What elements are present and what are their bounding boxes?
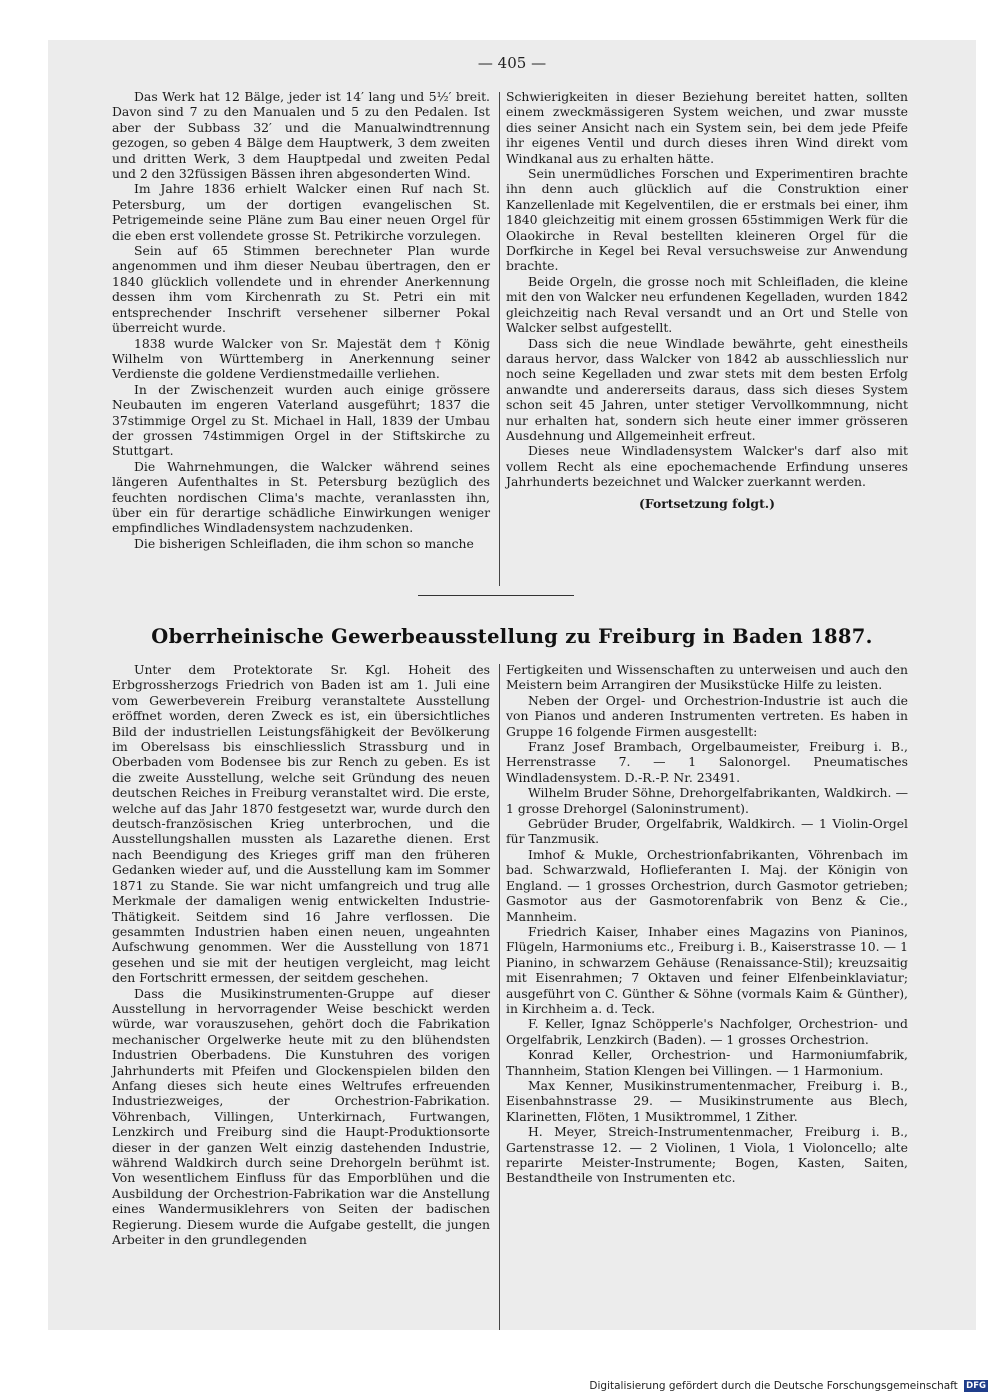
- paragraph: Das Werk hat 12 Bälge, jeder ist 14′ lang und 5½′ breit. Davon sind 7 zu den Manualen und 5 zu den Pedalen. Ist aber der Subbass 32′ und die Manualwindtrennung gezogen, so geben 4 Bälge dem Hauptwerk, 3 dem zweiten und dritten Werk, 3 dem Hauptpedal und zweiten Pedal und 2 den 32füssigen Bässen ihren abgesonderten Wind.: [112, 89, 490, 182]
- exhibitor-entry: Franz Josef Brambach, Orgelbaumeister, Freiburg i. B., Herrenstrasse 7. — 1 Salonorgel. Pneumatisches Windladensystem. D.-R.-P. Nr. 23491.: [506, 739, 908, 785]
- continuation-note: (Fortsetzung folgt.): [639, 495, 775, 511]
- footer-text: Digitalisierung gefördert durch die Deutsche Forschungsgemeinschaft: [589, 1380, 958, 1392]
- dfg-logo: DFG: [966, 1381, 986, 1391]
- exhibitor-entry: H. Meyer, Streich-Instrumentenmacher, Freiburg i. B., Gartenstrasse 12. — 2 Violinen, 1 Viola, 1 Violoncello; alte reparirte Meister-Instrumente; Bogen, Kasten, Saiten, Bestandtheile von Instrumenten etc.: [506, 1124, 908, 1186]
- bottom-right-column: [506, 662, 908, 1186]
- paragraph: Sein unermüdliches Forschen und Experimentiren brachte ihn denn auch glücklich auf die Construktion einer Kanzellenlade mit Kegelventilen, die er erstmals bei einer, ihm 1840 gleichzeitig mit einem grossen 65stimmigen Werk für die Olaokirche in Reval bestellten kleineren Orgel für die Dorfkirche in Kegel bei Reval versuchsweise zur Anwendung brachte.: [506, 166, 908, 274]
- paragraph: Die bisherigen Schleifladen, die ihm schon so manche: [134, 535, 474, 551]
- exhibitor-entry: Konrad Keller, Orchestrion- und Harmoniumfabrik, Thannheim, Station Klengen bei Villingen. — 1 Harmonium.: [506, 1047, 908, 1078]
- page-number: — 405 —: [477, 54, 547, 72]
- paragraph: Schwierigkeiten in dieser Beziehung bereitet hatten, sollten einem zweckmässigeren System weichen, und zwar musste dies seiner Ansicht nach ein System sein, bei dem jede Pfeife ihr eigenes Ventil und durch dieses ihren Wind direkt vom Windkanal aus zu erhalten hätte.: [506, 89, 908, 166]
- article-heading: Oberrheinische Gewerbeausstellung zu Freiburg in Baden 1887.: [151, 625, 873, 648]
- top-right-column: [506, 89, 908, 511]
- exhibitor-entry: Wilhelm Bruder Söhne, Drehorgelfabrikanten, Waldkirch. — 1 grosse Drehorgel (Saloninstrument).: [506, 785, 908, 816]
- paragraph: Neben der Orgel- und Orchestrion-Industrie ist auch die von Pianos und anderen Instrumenten vertreten. Es haben in Gruppe 16 folgende Firmen ausgestellt:: [506, 692, 908, 739]
- article-separator: [418, 595, 574, 596]
- top-left-column: [112, 89, 490, 551]
- exhibitor-entry: Gebrüder Bruder, Orgelfabrik, Waldkirch. — 1 Violin-Orgel für Tanzmusik.: [506, 816, 908, 847]
- paragraph: In der Zwischenzeit wurden auch einige grössere Neubauten im engeren Vaterland ausgeführt; 1837 die 37stimmige Orgel zu St. Michael in Hall, 1839 der Umbau der grossen 74stimmigen Orgel in der Stiftskirche zu Stuttgart.: [112, 381, 490, 459]
- paragraph: Fertigkeiten und Wissenschaften zu unterweisen und auch den Meistern beim Arrangiren der Musikstücke Hilfe zu leisten.: [506, 662, 908, 693]
- exhibitor-entry: Imhof & Mukle, Orchestrionfabrikanten, Vöhrenbach im bad. Schwarzwald, Hoflieferanten I. Maj. der Königin von England. — 1 grosses Orchestrion, durch Gasmotor getrieben; Gasmotor aus der Gasmotorenfabrik von Benz & Cie., Mannheim.: [506, 846, 908, 924]
- paragraph: Im Jahre 1836 erhielt Walcker einen Ruf nach St. Petersburg, um der dortigen evangelischen St. Petrigemeinde seine Pläne zum Bau einer neuen Orgel für die eben erst vollendete grosse St. Petrikirche vorzulegen.: [112, 181, 490, 243]
- footer-credit: [589, 1380, 988, 1392]
- paragraph: 1838 wurde Walcker von Sr. Majestät dem † König Wilhelm von Württemberg in Anerkennung seiner Verdienste die goldene Verdienstmedaille verliehen.: [112, 335, 490, 382]
- paragraph: Dieses neue Windladensystem Walcker's darf also mit vollem Recht als eine epochemachende Erfindung unseres Jahrhunderts bezeichnet und Walcker zuerkannt werden.: [506, 443, 908, 490]
- exhibitor-entry: F. Keller, Ignaz Schöpperle's Nachfolger, Orchestrion- und Orgelfabrik, Lenzkirch (Baden). — 1 grosses Orchestrion.: [506, 1016, 908, 1047]
- paragraph: Beide Orgeln, die grosse noch mit Schleifladen, die kleine mit den von Walcker neu erfundenen Kegelladen, wurden 1842 gleichzeitig nach Reval versandt und an Ort und Stelle von Walcker selbst aufgestellt.: [506, 273, 908, 336]
- scanned-page: [48, 40, 976, 1330]
- column-divider: [499, 92, 500, 586]
- bottom-left-column: [112, 662, 490, 1247]
- exhibitor-entry: Max Kenner, Musikinstrumentenmacher, Freiburg i. B., Eisenbahnstrasse 29. — Musikinstrumente aus Blech, Klarinetten, Flöten, 1 Musiktrommel, 1 Zither.: [506, 1077, 908, 1124]
- paragraph: Sein auf 65 Stimmen berechneter Plan wurde angenommen und ihm dieser Neubau übertragen, den er 1840 glücklich vollendete und in ehrender Anerkennung dessen ihm vom Kirchenrath zu St. Petri ein mit entsprechender Inschrift versehener silberner Pokal überreicht wurde.: [112, 243, 490, 336]
- paragraph: Dass die Musikinstrumenten-Gruppe auf dieser Ausstellung in hervorragender Weise beschickt werden würde, war vorauszusehen, gehört doch die Fabrikation mechanischer Orgelwerke heute mit zu den blühendsten Industrien Oberbadens. Die Kunstuhren des vorigen Jahrhunderts mit Pfeifen und Glockenspielen bilden den Anfang dieses sich heute eines Weltrufes erfreuenden Industriezweiges, der Orchestrion-Fabrikation. Vöhrenbach, Villingen, Unterkirnach, Furtwangen, Lenzkirch und Freiburg sind die Haupt-Produktionsorte dieser in der ganzen Welt einzig dastehenden Industrie, während Waldkirch durch seine Drehorgeln berühmt ist. Von wesentlichem Einfluss für das Emporblühen und die Ausbildung der Orchestrion-Fabrikation war die Anstellung eines Wandermusiklehrers von Seiten der badischen Regierung. Diesem wurde die Aufgabe gestellt, die jungen Arbeiter in den grundlegenden: [112, 985, 490, 1248]
- paragraph: Unter dem Protektorate Sr. Kgl. Hoheit des Erbgrossherzogs Friedrich von Baden ist am 1. Juli eine vom Gewerbeverein Freiburg veranstaltete Ausstellung eröffnet worden, deren Zweck es ist, ein übersichtliches Bild der industriellen Leistungsfähigkeit der Bevölkerung im Oberelsass bis einschliesslich Strassburg und in Oberbaden vom Bodensee bis zur Rench zu geben. Es ist die zweite Ausstellung, welche seit Gründung des neuen deutschen Reiches in Freiburg veranstaltet wird. Die erste, welche auf das Jahr 1870 festgesetzt war, wurde durch den deutsch-französischen Krieg unterbrochen, und die Ausstellungshallen mussten als Lazarethe dienen. Erst nach Beendigung des Krieges griff man den früheren Gedanken wieder auf, und die Ausstellung kam im Sommer 1871 zu Stande. Sie war nicht umfangreich und trug alle Merkmale der damaligen wenig entwickelten Industrie-Thätigkeit. Seitdem sind 16 Jahre verflossen. Die gesammten Industrien haben einen neuen, ungeahnten Aufschwung genommen. Wer die Ausstellung von 1871 gesehen und sie mit der heutigen vergleicht, mag leicht den Fortschritt ermessen, der seitdem geschehen.: [112, 662, 490, 986]
- column-divider: [499, 664, 500, 1330]
- exhibitor-entry: Friedrich Kaiser, Inhaber eines Magazins von Pianinos, Flügeln, Harmoniums etc., Freiburg i. B., Kaiserstrasse 10. — 1 Pianino, in schwarzem Gehäuse (Renaissance-Stil); kreuzsaitig mit Eisenrahmen; 7 Oktaven und feiner Elfenbeinklaviatur; ausgeführt von C. Günther & Söhne (vormals Kaim & Günther), in Kirchheim a. d. Teck.: [506, 923, 908, 1016]
- paragraph: Dass sich die neue Windlade bewährte, geht einestheils daraus hervor, dass Walcker von 1842 ab ausschliesslich nur noch seine Kegelladen und zwar stets mit dem besten Erfolg anwandte und andererseits daraus, dass sich dieses System schon seit 45 Jahren, unter stetiger Vervollkommnung, nicht nur erhalten hat, sondern sich heute einer immer grösseren Ausdehnung und Allgemeinheit erfreut.: [506, 335, 908, 443]
- paragraph: Die Wahrnehmungen, die Walcker während seines längeren Aufenthaltes in St. Petersburg bezüglich des feuchten nordischen Clima's machte, veranlassten ihn, über ein für derartige schädliche Einwirkungen weniger empfindliches Windladensystem nachzudenken.: [112, 458, 490, 536]
